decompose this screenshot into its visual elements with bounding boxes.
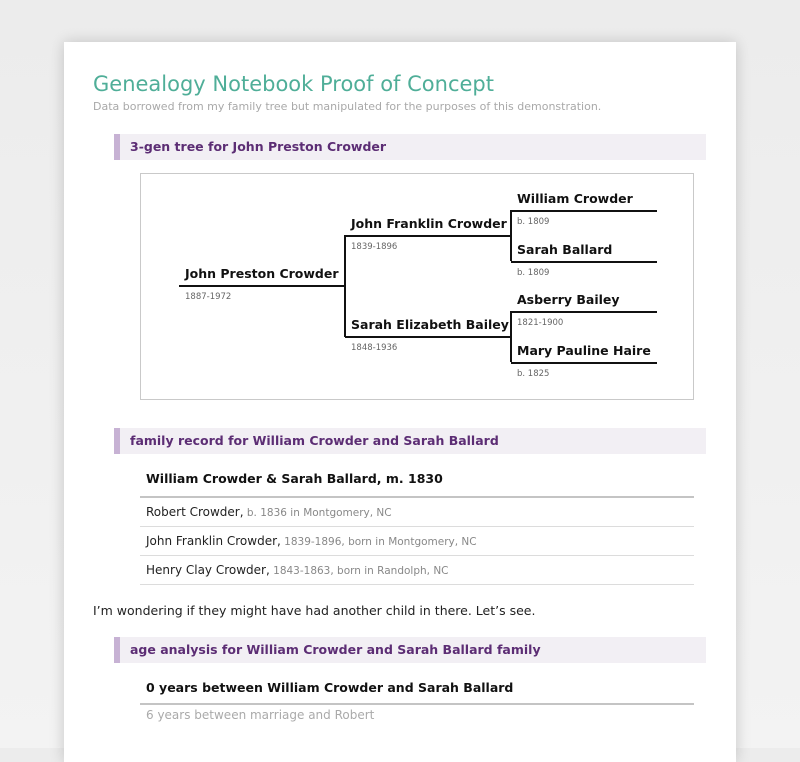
- child-name: John Franklin Crowder,: [146, 534, 281, 548]
- age-analysis-row: 6 years between marriage and Robert: [146, 708, 375, 722]
- tree-node-name: Asberry Bailey: [517, 292, 620, 307]
- tree-connector-vertical: [510, 311, 512, 362]
- tree-node-dates: 1839-1896: [351, 242, 398, 252]
- child-detail: 1839-1896, born in Montgomery, NC: [280, 536, 477, 548]
- section-heading-family: family record for William Crowder and Sarah Ballard: [114, 428, 706, 454]
- page-subtitle: Data borrowed from my family tree but manipulated for the purposes of this demonstration.: [93, 100, 602, 113]
- tree-connector: [179, 285, 345, 287]
- tree-node-dates: 1821-1900: [517, 318, 564, 328]
- pedigree-chart: [140, 173, 694, 400]
- tree-connector: [511, 362, 657, 364]
- tree-connector: [345, 336, 511, 338]
- tree-connector: [511, 311, 657, 313]
- tree-node-name: Sarah Ballard: [517, 242, 613, 257]
- child-detail: b. 1836 in Montgomery, NC: [243, 507, 392, 519]
- tree-node-name: William Crowder: [517, 191, 633, 206]
- notebook-paragraph: I’m wondering if they might have had another child in there. Let’s see.: [93, 603, 536, 618]
- tree-connector: [345, 235, 511, 237]
- tree-connector: [511, 261, 657, 263]
- table-row[interactable]: [140, 556, 694, 585]
- tree-node-dates: b. 1825: [517, 369, 550, 379]
- tree-connector: [511, 210, 657, 212]
- tree-node-dates: b. 1809: [517, 268, 550, 278]
- table-row[interactable]: [140, 527, 694, 556]
- child-detail: 1843-1863, born in Randolph, NC: [269, 565, 449, 577]
- section-heading-tree: 3-gen tree for John Preston Crowder: [114, 134, 706, 160]
- age-analysis-heading: 0 years between William Crowder and Sarah Ballard: [140, 671, 694, 705]
- notebook-page: [64, 42, 736, 762]
- tree-connector-vertical: [510, 210, 512, 261]
- tree-node-name: Sarah Elizabeth Bailey: [351, 317, 509, 332]
- page-title: Genealogy Notebook Proof of Concept: [93, 72, 494, 96]
- tree-node-dates: 1848-1936: [351, 343, 398, 353]
- tree-connector-vertical: [344, 235, 346, 337]
- section-heading-age: age analysis for William Crowder and Sarah Ballard family: [114, 637, 706, 663]
- tree-node-name: Mary Pauline Haire: [517, 343, 651, 358]
- child-name: Henry Clay Crowder,: [146, 563, 270, 577]
- family-record-heading: William Crowder & Sarah Ballard, m. 1830: [140, 462, 694, 498]
- tree-node-dates: b. 1809: [517, 217, 550, 227]
- tree-node-name: John Franklin Crowder: [351, 216, 507, 231]
- tree-node-name: John Preston Crowder: [185, 266, 339, 281]
- tree-node-dates: 1887-1972: [185, 292, 232, 302]
- family-record-table: [140, 462, 694, 585]
- child-name: Robert Crowder,: [146, 505, 244, 519]
- table-row[interactable]: [140, 498, 694, 527]
